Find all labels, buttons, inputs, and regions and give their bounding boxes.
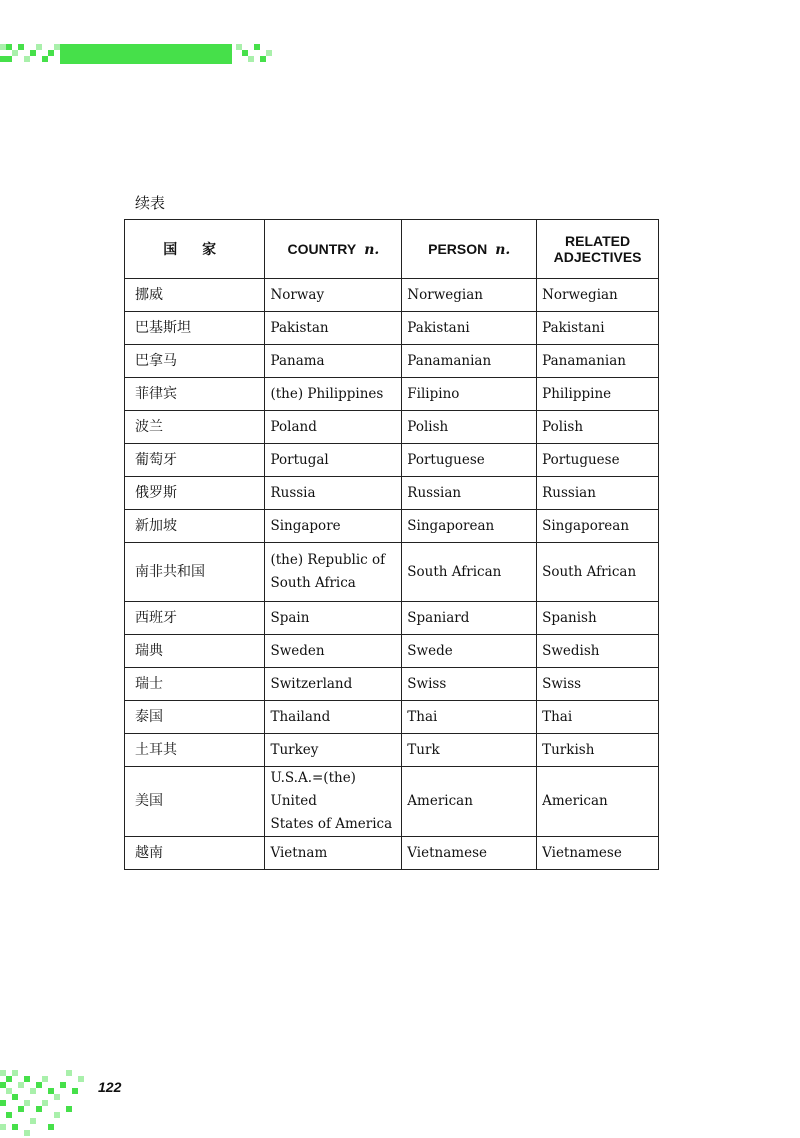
table-row	[125, 411, 659, 444]
table-row	[125, 543, 659, 602]
cell-zh: 瑞士	[125, 668, 265, 701]
table-row	[125, 602, 659, 635]
table-row	[125, 510, 659, 543]
cell-zh: 越南	[125, 837, 265, 870]
cell-person: Panamanian	[402, 345, 537, 378]
cell-zh: 葡萄牙	[125, 444, 265, 477]
table-header-row	[125, 220, 659, 279]
cell-country: Vietnam	[265, 837, 402, 870]
footer-decoration	[0, 1066, 95, 1138]
cell-person: American	[402, 767, 537, 837]
table-row	[125, 734, 659, 767]
table-row	[125, 444, 659, 477]
continued-label: 续表	[135, 194, 166, 212]
table-row	[125, 837, 659, 870]
cell-country: Poland	[265, 411, 402, 444]
cell-adjective: Swedish	[537, 635, 659, 668]
cell-zh: 西班牙	[125, 602, 265, 635]
cell-country: Spain	[265, 602, 402, 635]
cell-country: Russia	[265, 477, 402, 510]
cell-person: Swiss	[402, 668, 537, 701]
cell-country: Sweden	[265, 635, 402, 668]
cell-person: South African	[402, 543, 537, 602]
cell-adjective: Pakistani	[537, 312, 659, 345]
cell-person: Filipino	[402, 378, 537, 411]
cell-zh: 波兰	[125, 411, 265, 444]
cell-person: Singaporean	[402, 510, 537, 543]
cell-country: Switzerland	[265, 668, 402, 701]
table-row	[125, 279, 659, 312]
nationality-table	[124, 219, 659, 870]
cell-person: Portuguese	[402, 444, 537, 477]
cell-country: Pakistan	[265, 312, 402, 345]
cell-zh: 挪威	[125, 279, 265, 312]
cell-person: Norwegian	[402, 279, 537, 312]
cell-adjective: Vietnamese	[537, 837, 659, 870]
cell-country: Turkey	[265, 734, 402, 767]
table-row	[125, 767, 659, 837]
cell-zh: 俄罗斯	[125, 477, 265, 510]
cell-adjective: Spanish	[537, 602, 659, 635]
page-number: 122	[98, 1079, 122, 1095]
cell-zh: 土耳其	[125, 734, 265, 767]
table-row	[125, 312, 659, 345]
header-related-adjectives: RELATED ADJECTIVES	[537, 220, 659, 279]
header-country: COUNTRY n.	[265, 220, 402, 279]
table-row	[125, 701, 659, 734]
cell-zh: 菲律宾	[125, 378, 265, 411]
cell-zh: 新加坡	[125, 510, 265, 543]
cell-zh: 南非共和国	[125, 543, 265, 602]
cell-adjective: Portuguese	[537, 444, 659, 477]
cell-country: Portugal	[265, 444, 402, 477]
table-row	[125, 378, 659, 411]
cell-country: Singapore	[265, 510, 402, 543]
cell-person: Polish	[402, 411, 537, 444]
cell-adjective: Swiss	[537, 668, 659, 701]
cell-zh: 美国	[125, 767, 265, 837]
cell-adjective: Polish	[537, 411, 659, 444]
header-person: PERSON n.	[402, 220, 537, 279]
cell-adjective: Panamanian	[537, 345, 659, 378]
cell-adjective: Philippine	[537, 378, 659, 411]
cell-person: Swede	[402, 635, 537, 668]
cell-country: Panama	[265, 345, 402, 378]
cell-zh: 巴拿马	[125, 345, 265, 378]
cell-adjective: American	[537, 767, 659, 837]
cell-country: (the) Philippines	[265, 378, 402, 411]
header-country-zh: 国 家	[125, 220, 265, 279]
cell-zh: 巴基斯坦	[125, 312, 265, 345]
cell-person: Russian	[402, 477, 537, 510]
cell-person: Turk	[402, 734, 537, 767]
cell-country: (the) Republic of South Africa	[265, 543, 402, 602]
table-row	[125, 345, 659, 378]
header-accent-bar	[60, 44, 232, 64]
table-row	[125, 635, 659, 668]
cell-adjective: Norwegian	[537, 279, 659, 312]
cell-adjective: Singaporean	[537, 510, 659, 543]
table-row	[125, 668, 659, 701]
cell-person: Thai	[402, 701, 537, 734]
cell-zh: 瑞典	[125, 635, 265, 668]
cell-adjective: South African	[537, 543, 659, 602]
cell-country: U.S.A.=(the) United States of America	[265, 767, 402, 837]
cell-adjective: Russian	[537, 477, 659, 510]
cell-adjective: Turkish	[537, 734, 659, 767]
cell-person: Spaniard	[402, 602, 537, 635]
cell-zh: 泰国	[125, 701, 265, 734]
cell-adjective: Thai	[537, 701, 659, 734]
cell-person: Pakistani	[402, 312, 537, 345]
cell-country: Norway	[265, 279, 402, 312]
cell-country: Thailand	[265, 701, 402, 734]
cell-person: Vietnamese	[402, 837, 537, 870]
table-row	[125, 477, 659, 510]
